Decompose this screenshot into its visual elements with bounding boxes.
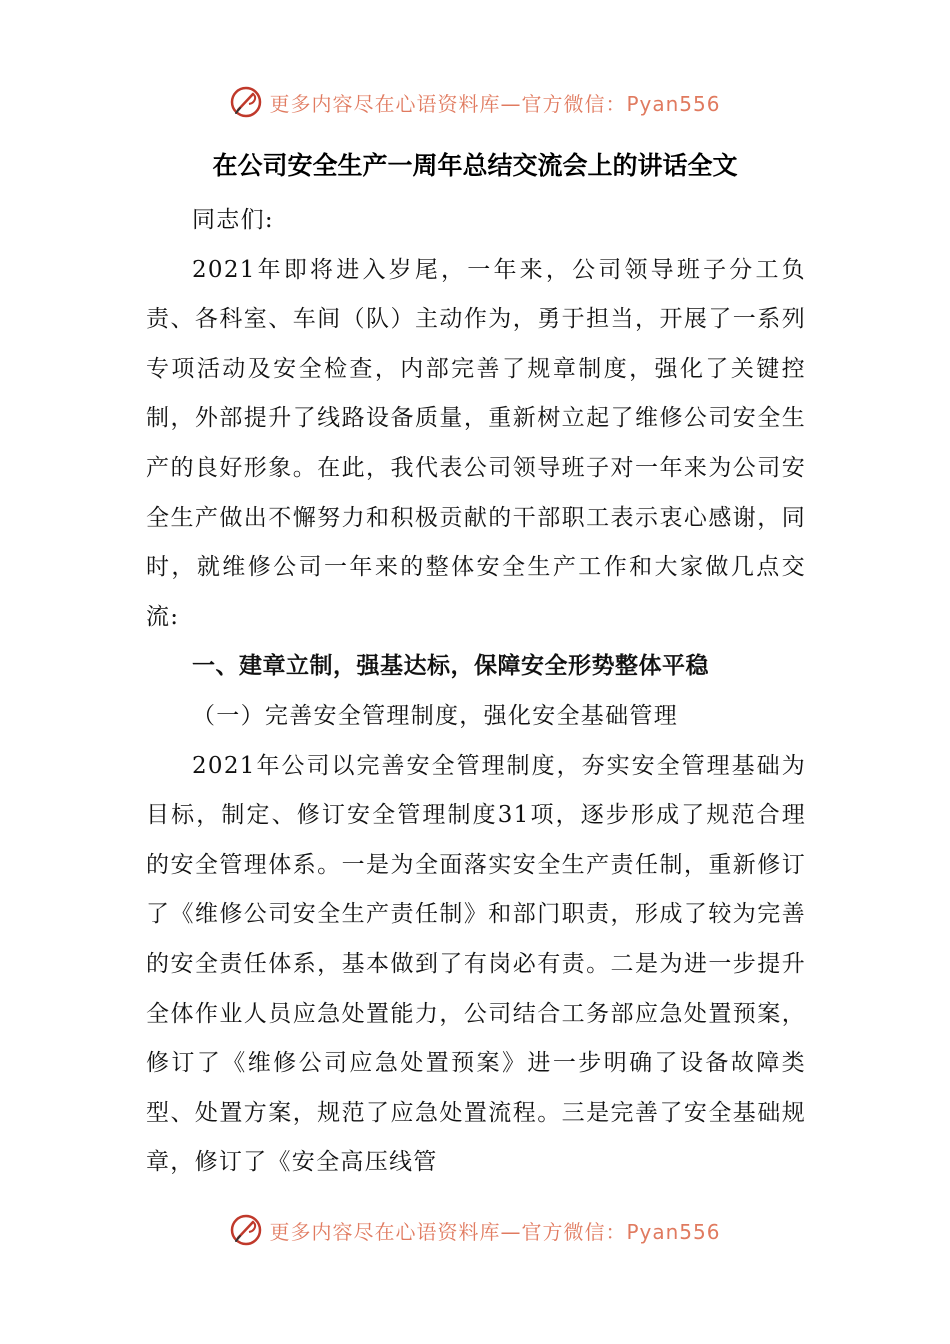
quill-logo-icon	[229, 1213, 263, 1247]
watermark-banner-bottom	[0, 1208, 950, 1252]
paragraph: 2021年公司以完善安全管理制度，夯实安全管理基础为目标，制定、修订安全管理制度31项，逐步形成了规范合理的安全管理体系。一是为全面落实安全生产责任制，重新修订了《维修公司安全生产责任制》和部门职责，形成了较为完善的安全责任体系，基本做到了有岗必有责。二是为进一步提升全体作业人员应急处置能力，公司结合工务部应急处置预案，修订了《维修公司应急处置预案》进一步明确了设备故障类型、处置方案，规范了应急处置流程。三是完善了安全基础规章，修订了《安全高压线管	[146, 752, 806, 1176]
document-body	[146, 196, 806, 1188]
salutation: 同志们:	[192, 207, 274, 233]
watermark-banner-top	[0, 80, 950, 124]
paragraph: 2021年即将进入岁尾，一年来，公司领导班子分工负责、各科室、车间（队）主动作为，勇于担当，开展了一系列专项活动及安全检查，内部完善了规章制度，强化了关键控制，外部提升了线路设备质量，重新树立起了维修公司安全生产的良好形象。在此，我代表公司领导班子对一年来为公司安全生产做出不懈努力和积极贡献的干部职工表示衷心感谢，同时，就维修公司一年来的整体安全生产工作和大家做几点交流:	[146, 256, 806, 630]
watermark-text: 更多内容尽在心语资料库—官方微信：Pyan556	[269, 91, 721, 116]
section-heading: 一、建章立制，强基达标，保障安全形势整体平稳	[192, 653, 709, 680]
quill-logo-icon	[229, 85, 263, 119]
subsection-heading: （一）完善安全管理制度，强化安全基础管理	[192, 702, 678, 729]
watermark-text: 更多内容尽在心语资料库—官方微信：Pyan556	[269, 1219, 721, 1244]
document-title: 在公司安全生产一周年总结交流会上的讲话全文	[212, 151, 738, 180]
